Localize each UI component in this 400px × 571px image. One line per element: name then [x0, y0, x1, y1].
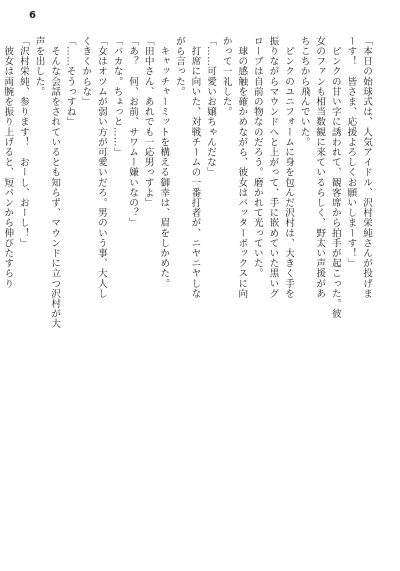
text-line: 「女はオツムが弱い方が可愛いだろ。男のいう事、大人し	[95, 36, 107, 299]
text-line: 振りながらマウンドへと上がって、手に嵌めていた黒いグ	[267, 36, 279, 299]
text-line: 「あ？ 何、お前、サワムー嫌いなの？」	[127, 36, 139, 228]
text-line: キャッチャーミットを構える御幸は、眉をしかめた。	[158, 36, 170, 289]
text-line: かって一礼した。	[220, 36, 232, 117]
body-text	[2, 36, 374, 556]
text-line: 女のファンも相当数観に来ているらしく、野太い声援があ	[314, 36, 326, 299]
text-line: がら言った。	[173, 36, 185, 97]
text-line: 「本日の始球式は、人気アイドル、沢村栄純さんが投げま	[361, 36, 372, 299]
text-line: 「田中さん、あれでも一応男っすよ」	[142, 36, 154, 208]
text-line: そんな会話をされているとも知らず、マウンドに立つ沢村が大	[49, 36, 61, 329]
text-line: ピンクのユニフォームに身を包んだ沢村は、大きく手を	[283, 36, 295, 299]
text-line: 球の感触を確かめながら、彼女はバッターボックスに向	[236, 36, 248, 299]
text-line: ちこちから飛んでいた。	[298, 36, 310, 148]
text-line: 「……そうっすね」	[64, 36, 76, 127]
text-line: 「……可愛いお嬢ちゃんだな」	[205, 36, 217, 178]
text-line: 彼女は両腕を振り上げると、短パンから伸びたすらり	[2, 36, 14, 289]
page-number: 6	[29, 10, 36, 21]
text-line: 打席に向いた、対戦チームの一番打者が、ニヤニヤしな	[189, 36, 201, 299]
text-line: ローブは自前の物なのだろう。磨かれて光っていた。	[251, 36, 263, 279]
text-line: ーす！ 皆さま、応援よろしくお願いしまーす！」	[345, 36, 357, 269]
text-line: 「沢村栄純、参ります！ おーし、おーし！」	[17, 36, 29, 249]
text-line: 声を出した。	[33, 36, 45, 97]
text-line: 「バカな。ちょっと……」	[111, 36, 123, 158]
text-line: くきくからな」	[80, 36, 92, 107]
text-line: ピンクの甘い字に誘われて、観客席から拍手が起こった。彼	[329, 36, 341, 319]
